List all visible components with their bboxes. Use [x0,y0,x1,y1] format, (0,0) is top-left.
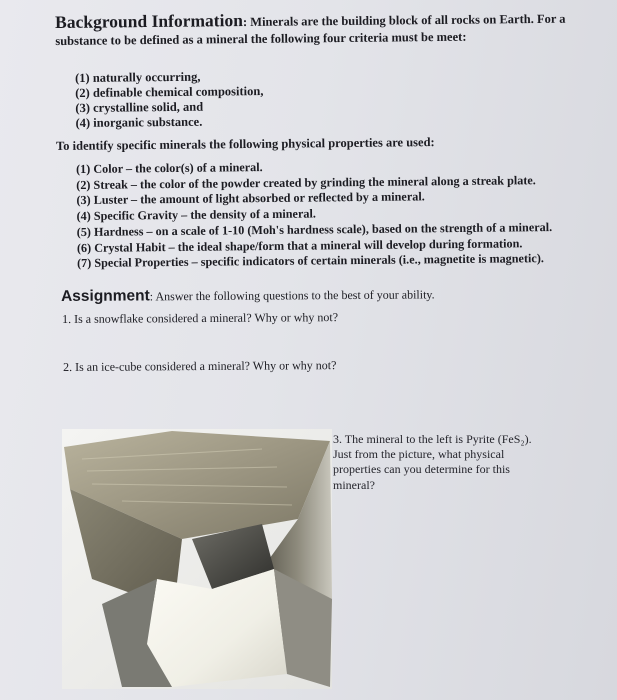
property-item: (5) Hardness – on a scale of 1-10 (Moh's hardness scale), based on the strength of a mineral. [76,219,553,239]
background-paragraph: Background Information: Minerals are the building block of all rocks on Earth. For a substance to be defined as a mineral the following four criteria must be meet: [54,10,566,48]
question-3-line: properties can you determine for this [333,462,510,477]
question-3-line: 3. The mineral to the left is Pyrite (FeS₂). [333,432,532,446]
question-3-line: Just from the picture, what physical [333,447,505,462]
assignment-instructions: : Answer the following questions to the best of your ability. [149,287,435,304]
pyrite-crystal-photo [62,429,332,689]
mineral-criteria-list [75,69,264,131]
property-item: (1) Color – the color(s) of a mineral. [76,160,263,176]
background-title: Background Information [54,10,244,32]
properties-intro: To identify specific minerals the following physical properties are used: [56,135,435,153]
assignment-title: Assignment [61,287,150,305]
property-item: (7) Special Properties – specific indicators of certain minerals (i.e., magnetite is magnetic). [76,251,544,271]
criterion-item: (2) definable chemical composition, [75,84,264,100]
question-3 [333,432,573,493]
criterion-item: (1) naturally occurring, [75,69,201,85]
criterion-item: (3) crystalline solid, and [75,99,204,115]
property-item: (3) Luster – the amount of light absorbed or reflected by a mineral. [76,189,425,208]
assignment-heading [61,285,435,306]
background-text-line1: Minerals are the building block of all rocks on Earth. For a [247,11,566,29]
background-text-line2: substance to be defined as a mineral the following four criteria must be meet: [55,29,467,48]
question-1: 1. Is a snowflake considered a mineral? Why or why not? [62,310,339,326]
property-item: (6) Crystal Habit – the ideal shape/form that a mineral will develop during formation. [76,235,523,255]
property-item: (2) Streak – the color of the powder created by grinding the mineral along a streak plate. [76,172,536,192]
physical-properties-list [76,157,553,272]
property-item: (4) Specific Gravity – the density of a mineral. [76,206,316,224]
question-2: 2. Is an ice-cube considered a mineral? Why or why not? [63,358,337,374]
criterion-item: (4) inorganic substance. [75,114,203,130]
question-3-line: mineral? [333,477,375,492]
